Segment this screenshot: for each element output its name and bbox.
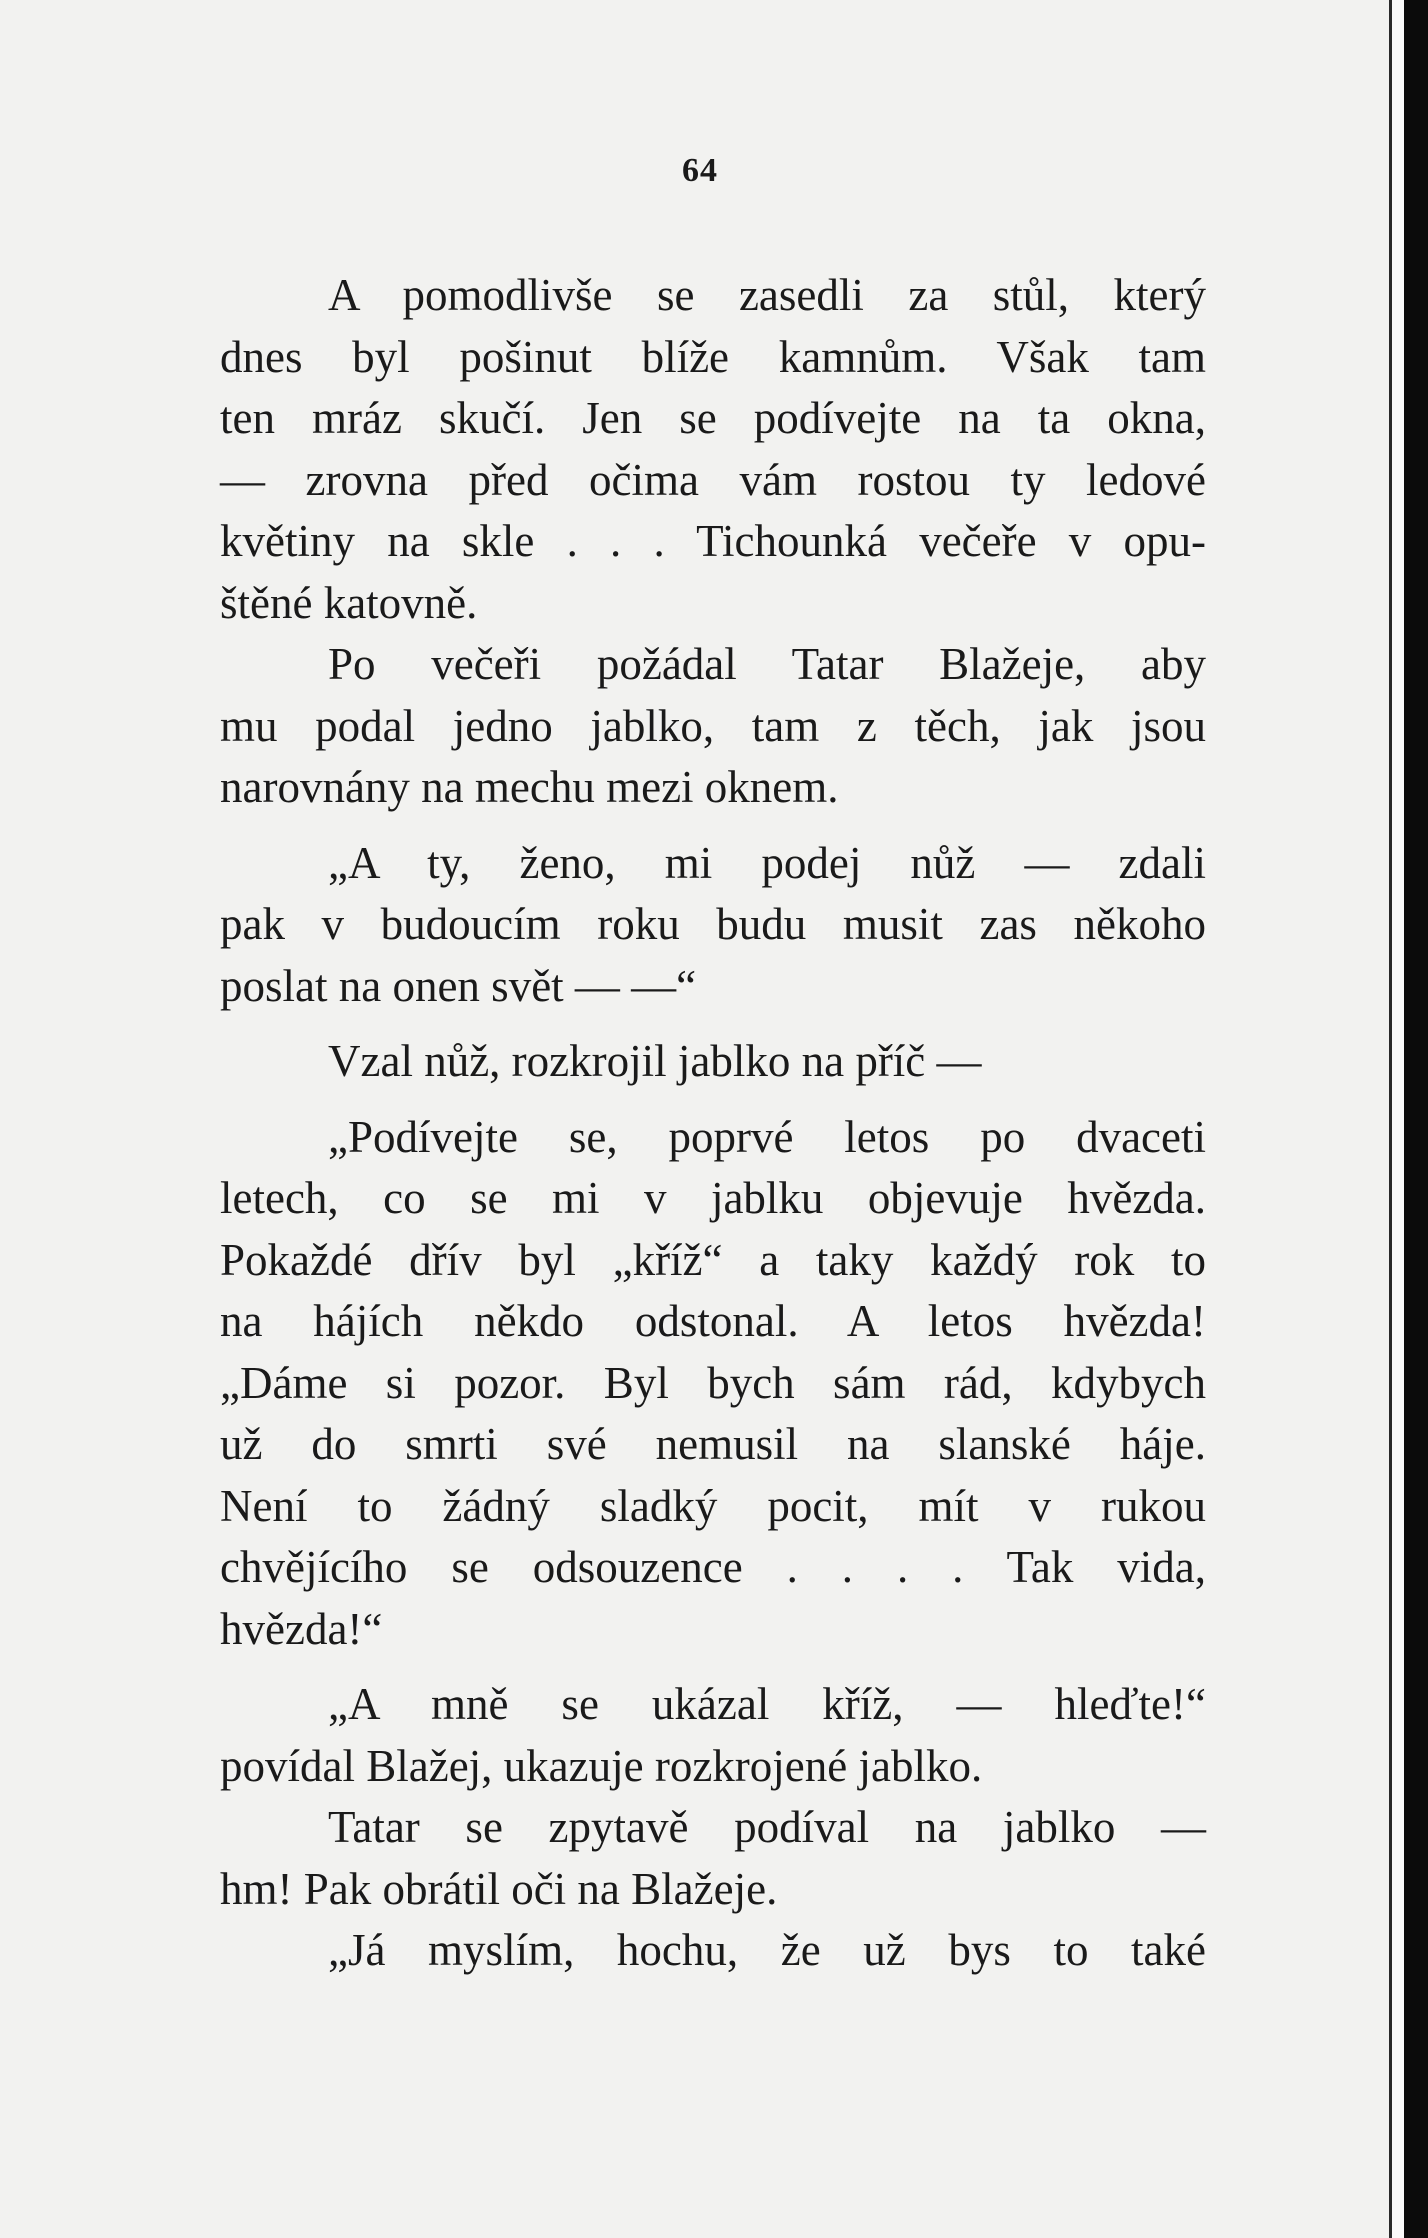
text-line: Po večeři požádal Tatar Blažeje, aby xyxy=(328,639,1206,689)
body-text xyxy=(220,265,1206,1982)
text-line: Pokaždé dřív byl „kříž“ a taky každý rok to xyxy=(220,1234,1206,1285)
facing-page-edge xyxy=(1389,0,1404,2238)
text-line: dnes byl pošinut blíže kamnům. Však tam xyxy=(220,331,1206,382)
text-line: poslat na onen svět — —“ xyxy=(220,960,697,1011)
text-line: „A mně se ukázal kříž, — hleďte!“ xyxy=(328,1679,1206,1729)
text-line: „Dáme si pozor. Byl bych sám rád, kdybych xyxy=(220,1357,1206,1408)
page-number: 64 xyxy=(682,152,718,189)
text-line: povídal Blažej, ukazuje rozkrojené jablko. xyxy=(220,1740,983,1791)
text-line: — zrovna před očima vám rostou ty ledové xyxy=(220,454,1206,505)
text-line: chvějícího se odsouzence . . . . Tak vida, xyxy=(220,1542,1206,1592)
scan-background-edge xyxy=(1404,0,1428,2238)
text-line: Vzal nůž, rozkrojil jablko na příč — xyxy=(328,1036,982,1086)
text-line: „A ty, ženo, mi podej nůž — zdali xyxy=(328,837,1206,888)
text-line: Není to žádný sladký pocit, mít v rukou xyxy=(220,1480,1206,1531)
text-line: narovnány na mechu mezi oknem. xyxy=(220,762,839,812)
text-line: květiny na skle . . . Tichounká večeře v opu- xyxy=(220,516,1206,566)
text-line: „Podívejte se, poprvé letos po dvaceti xyxy=(328,1111,1206,1162)
text-line: štěné katovně. xyxy=(220,577,478,628)
text-line: pak v budoucím roku budu musit zas někoho xyxy=(220,899,1206,949)
text-line: na hájích někdo odstonal. A letos hvězda! xyxy=(220,1296,1206,1346)
text-line: ten mráz skučí. Jen se podívejte na ta okna, xyxy=(220,393,1206,443)
text-line: mu podal jedno jablko, tam z těch, jak jsou xyxy=(220,700,1206,751)
text-line: hm! Pak obrátil oči na Blažeje. xyxy=(220,1863,778,1914)
text-line: Tatar se zpytavě podíval na jablko — xyxy=(328,1802,1206,1852)
text-line: už do smrti své nemusil na slanské háje. xyxy=(220,1419,1206,1469)
text-line: letech, co se mi v jablku objevuje hvězda. xyxy=(220,1173,1206,1223)
text-line: A pomodlivše se zasedli za stůl, který xyxy=(328,270,1206,320)
text-line: hvězda!“ xyxy=(220,1603,383,1654)
text-line: „Já myslím, hochu, že už bys to také xyxy=(328,1925,1206,1975)
